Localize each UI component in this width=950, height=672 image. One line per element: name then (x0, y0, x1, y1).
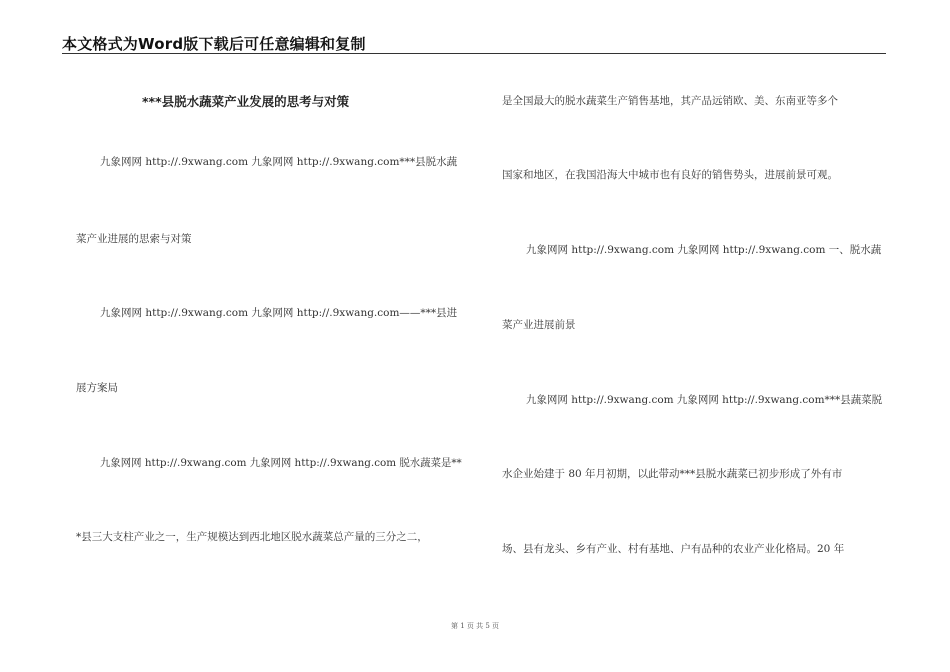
right-paragraph-line: 场、县有龙头、乡有产业、村有基地、户有品种的农业产业化格局。20 年 (502, 543, 845, 555)
right-paragraph-line: 九象网网 http://.9xwang.com 九象网网 http://.9xwang.com***县蔬菜脱 (526, 394, 883, 406)
left-paragraph-line: 九象网网 http://.9xwang.com 九象网网 http://.9xwang.com***县脱水蔬 (100, 156, 458, 168)
right-paragraph-line: 是全国最大的脱水蔬菜生产销售基地，其产品远销欧、美、东南亚等多个 (502, 95, 838, 107)
document-title: ***县脱水蔬菜产业发展的思考与对策 (142, 94, 350, 109)
page-number-footer: 第 1 页 共 5 页 (450, 622, 500, 630)
page-header: 本文格式为Word版下载后可任意编辑和复制 (62, 35, 366, 53)
right-paragraph-line: 九象网网 http://.9xwang.com 九象网网 http://.9xwang.com 一、脱水蔬 (526, 244, 882, 256)
header-divider (62, 53, 886, 54)
right-paragraph-line: 水企业始建于 80 年月初期，以此带动***县脱水蔬菜已初步形成了外有市 (502, 468, 843, 480)
left-paragraph-line: *县三大支柱产业之一，生产规模达到西北地区脱水蔬菜总产量的三分之二， (76, 531, 428, 543)
left-paragraph-line: 菜产业进展的思索与对策 (76, 233, 192, 245)
right-paragraph-line: 国家和地区，在我国沿海大中城市也有良好的销售势头，进展前景可观。 (502, 169, 838, 181)
right-paragraph-line: 菜产业进展前景 (502, 319, 576, 331)
left-paragraph-line: 九象网网 http://.9xwang.com 九象网网 http://.9xwang.com——***县进 (100, 307, 458, 319)
left-paragraph-line: 九象网网 http://.9xwang.com 九象网网 http://.9xwang.com 脱水蔬菜是** (100, 457, 462, 469)
left-paragraph-line: 展方案局 (76, 382, 118, 394)
